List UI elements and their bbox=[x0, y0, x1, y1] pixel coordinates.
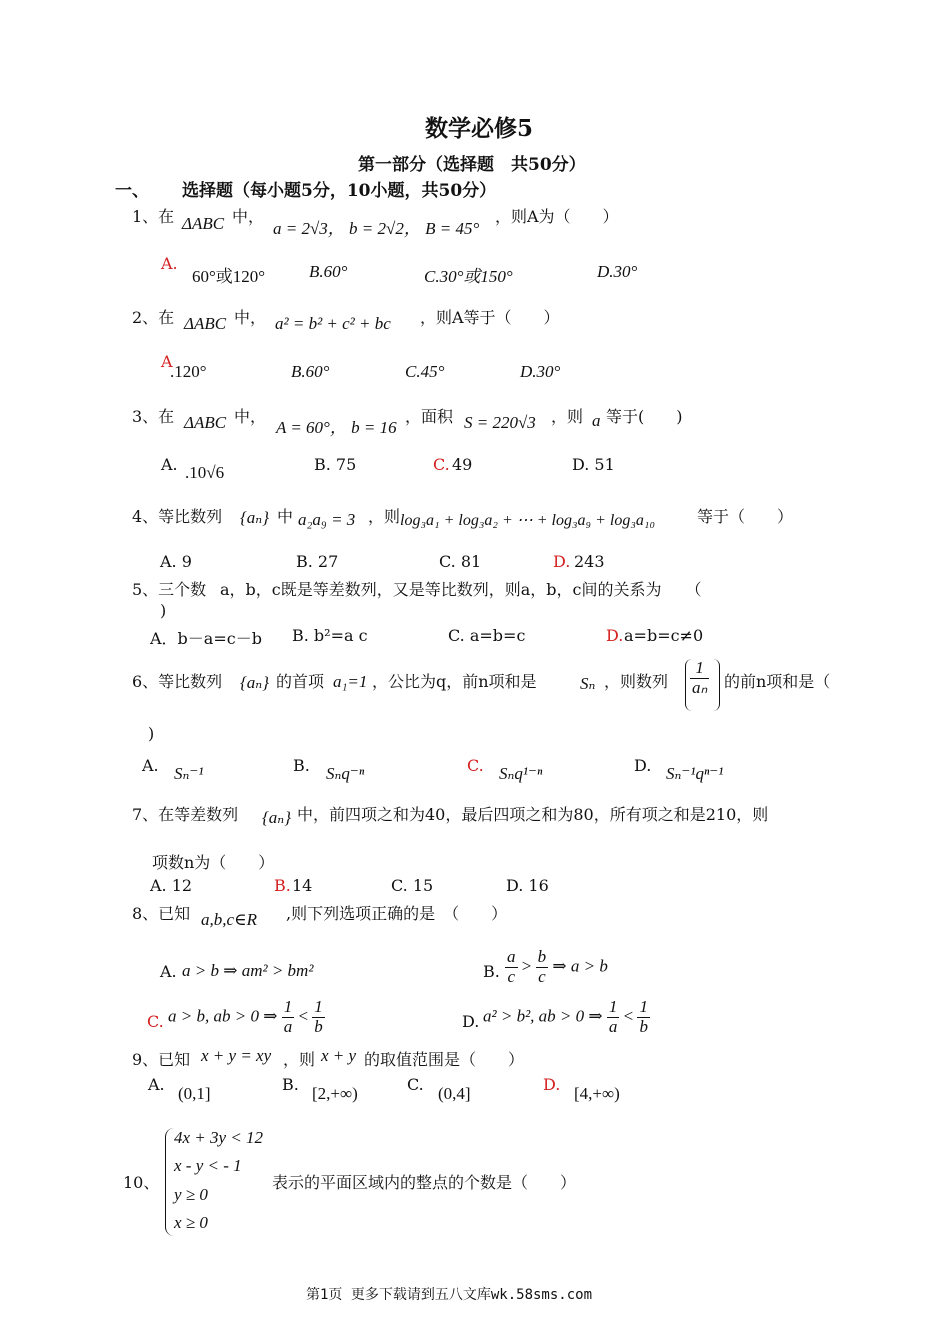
section-number: 一、 bbox=[115, 181, 149, 201]
option-letter: C. bbox=[147, 1012, 164, 1031]
question-text: ，则 bbox=[368, 507, 401, 526]
option-b: $\frac{a}{c}$ > $\frac{b}{c}$ ⇒ a > b bbox=[507, 947, 608, 986]
question-tail: 等于( ) bbox=[606, 407, 683, 426]
question-text: ，面积 bbox=[405, 407, 454, 426]
question-tail: ，则A为（ ） bbox=[495, 207, 619, 226]
option-d: a=b=c≠0 bbox=[624, 626, 704, 645]
inequality-4: x ≥ 0 bbox=[174, 1213, 208, 1232]
question-label: 2、在 bbox=[132, 308, 175, 327]
option-letter: C. bbox=[433, 455, 450, 474]
option-c: C.30°或150° bbox=[424, 267, 513, 286]
option-b: [2,+∞) bbox=[312, 1084, 358, 1103]
part-heading: 第一部分（选择题 共50分） bbox=[358, 155, 586, 175]
question-label: 5、三个数 bbox=[132, 580, 207, 599]
option-letter: A bbox=[161, 352, 173, 371]
option-letter: A. bbox=[148, 1075, 165, 1094]
inequality-2: x - y < - 1 bbox=[174, 1156, 242, 1175]
question-math: a₂a₉ = 3 bbox=[298, 510, 356, 529]
option-letter: D. bbox=[553, 552, 571, 571]
question-tail: ,则下列选项正确的是 （ ） bbox=[286, 904, 508, 923]
question-text: 中，前四项之和为40，最后四项之和为80，所有项之和是210，则 bbox=[297, 805, 769, 824]
option-d: [4,+∞) bbox=[574, 1084, 620, 1103]
option-d: D.30° bbox=[520, 362, 561, 381]
triangle-symbol: ΔABC bbox=[184, 314, 227, 333]
option-a: A．b－a=c－b bbox=[150, 629, 262, 648]
option-a: .10√6 bbox=[185, 463, 225, 482]
right-brace bbox=[713, 659, 720, 711]
option-a: A. 9 bbox=[160, 552, 192, 571]
area-math: S = 220√3 bbox=[464, 413, 536, 432]
option-letter: B. bbox=[483, 962, 500, 981]
question-math: a = 2√3， b = 2√2， B = 45° bbox=[273, 219, 480, 238]
option-c: a > b, ab > 0 ⇒ $\frac{1}{a}$ < $\frac{1}{b}$ bbox=[168, 997, 323, 1036]
option-a: (0,1] bbox=[178, 1084, 211, 1103]
page-footer: 第1页 更多下载请到五八文库wk.58sms.com bbox=[306, 1287, 593, 1303]
question-text: ，公比为q，前n项和是 bbox=[372, 672, 537, 691]
question-text: ，则 bbox=[551, 407, 584, 426]
question-math: A = 60°， b = 16 bbox=[276, 418, 397, 437]
question-math: x + y = xy bbox=[201, 1046, 272, 1065]
sum-symbol: Sₙ bbox=[580, 674, 596, 693]
question-text: 中 bbox=[277, 507, 294, 526]
question-label: 10、 bbox=[123, 1173, 160, 1192]
triangle-symbol: ΔABC bbox=[184, 413, 227, 432]
question-math: a,b,c∈R bbox=[201, 910, 258, 929]
question-tail: 表示的平面区域内的整点的个数是（ ） bbox=[272, 1173, 577, 1192]
question-label: 4、等比数列 bbox=[132, 507, 223, 526]
variable: a bbox=[592, 411, 601, 430]
first-term: a₁=1 bbox=[333, 672, 368, 691]
option-c: C. a=b=c bbox=[448, 626, 526, 645]
question-text: a，b，c既是等差数列，又是等比数列，则a，b，c间的关系为 （ bbox=[220, 580, 702, 599]
option-letter: A. bbox=[160, 962, 177, 981]
question-math: a² = b² + c² + bc bbox=[275, 314, 391, 333]
option-c: Sₙq¹⁻ⁿ bbox=[499, 764, 543, 783]
option-b: B.60° bbox=[291, 362, 330, 381]
question-tail: ，则A等于（ ） bbox=[420, 308, 560, 327]
question-label: 1、在 bbox=[132, 207, 175, 226]
option-d: Sₙ⁻¹qⁿ⁻¹ bbox=[666, 764, 724, 783]
option-a: A. 12 bbox=[150, 876, 193, 895]
question-label: 9、已知 bbox=[132, 1050, 191, 1069]
question-text-line2: 项数n为（ ） bbox=[152, 853, 275, 872]
sequence-symbol: {aₙ} bbox=[240, 508, 269, 527]
option-letter: C. bbox=[467, 756, 484, 775]
option-letter: B. bbox=[274, 876, 291, 895]
log-sum: log₃a₁ + log₃a₂ + ⋯ + log₃a₉ + log₃a₁₀ bbox=[400, 512, 656, 529]
question-tail: 的取值范围是（ ） bbox=[364, 1050, 525, 1069]
option-letter: D. bbox=[543, 1075, 561, 1094]
option-d: D. 16 bbox=[506, 876, 549, 895]
sequence-symbol: {aₙ} bbox=[262, 808, 291, 827]
question-text-line2: ) bbox=[148, 724, 155, 743]
option-b: 14 bbox=[292, 876, 313, 895]
question-tail: 等于（ ） bbox=[697, 507, 794, 526]
option-letter: D. bbox=[462, 1012, 480, 1031]
question-text: 的首项 bbox=[276, 672, 325, 691]
option-letter: D. bbox=[606, 626, 624, 645]
option-c: C. 81 bbox=[439, 552, 482, 571]
option-a: Sₙ⁻¹ bbox=[174, 764, 204, 783]
section-heading: 选择题（每小题5分，10小题，共50分） bbox=[182, 181, 497, 201]
option-letter: C. bbox=[407, 1075, 424, 1094]
option-a: a > b ⇒ am² > bm² bbox=[182, 961, 314, 980]
option-c: C. 15 bbox=[391, 876, 434, 895]
triangle-symbol: ΔABC bbox=[182, 214, 225, 233]
option-letter: A. bbox=[161, 254, 178, 273]
inequality-1: 4x + 3y < 12 bbox=[174, 1128, 264, 1147]
option-letter: A. bbox=[161, 455, 178, 474]
question-text: ，则数列 bbox=[604, 672, 669, 691]
question-label: 8、已知 bbox=[132, 904, 191, 923]
option-b: B. 27 bbox=[296, 552, 339, 571]
reciprocal-fraction bbox=[690, 659, 709, 697]
option-b: B. b²=a c bbox=[292, 626, 368, 645]
option-d: D.30° bbox=[597, 262, 638, 281]
question-tail: 的前n项和是（ bbox=[724, 672, 831, 691]
question-label: 3、在 bbox=[132, 407, 175, 426]
option-a: 60°或120° bbox=[192, 267, 266, 286]
system-brace bbox=[165, 1128, 174, 1236]
option-b: B.60° bbox=[309, 262, 348, 281]
question-label: 7、在等差数列 bbox=[132, 805, 239, 824]
question-math: x + y bbox=[321, 1046, 357, 1065]
option-c: 49 bbox=[452, 455, 473, 474]
question-text: 中， bbox=[232, 207, 265, 226]
question-text: ，则 bbox=[283, 1050, 316, 1069]
option-letter: B. bbox=[282, 1075, 299, 1094]
fraction-denominator: aₙ bbox=[692, 677, 708, 697]
option-letter: B. bbox=[293, 756, 310, 775]
question-text-line2: ) bbox=[160, 601, 167, 620]
option-c: (0,4] bbox=[438, 1084, 471, 1103]
option-letter: D. bbox=[634, 756, 652, 775]
inequality-3: y ≥ 0 bbox=[174, 1185, 208, 1204]
option-c: C.45° bbox=[405, 362, 445, 381]
page-title: 数学必修5 bbox=[425, 115, 534, 142]
option-a: .120° bbox=[170, 362, 207, 381]
option-b: Sₙq⁻ⁿ bbox=[326, 764, 365, 783]
question-label: 6、等比数列 bbox=[132, 672, 223, 691]
question-text: 中， bbox=[234, 407, 267, 426]
option-letter: A. bbox=[142, 756, 159, 775]
option-b: B. 75 bbox=[314, 455, 357, 474]
fraction-numerator: 1 bbox=[690, 659, 709, 679]
option-d: a² > b², ab > 0 ⇒ $\frac{1}{a}$ < $\frac{1}{b}$ bbox=[483, 997, 648, 1036]
sequence-symbol: {aₙ} bbox=[240, 673, 269, 692]
option-d: 243 bbox=[574, 552, 605, 571]
question-text: 中， bbox=[234, 308, 267, 327]
option-d: D. 51 bbox=[572, 455, 615, 474]
